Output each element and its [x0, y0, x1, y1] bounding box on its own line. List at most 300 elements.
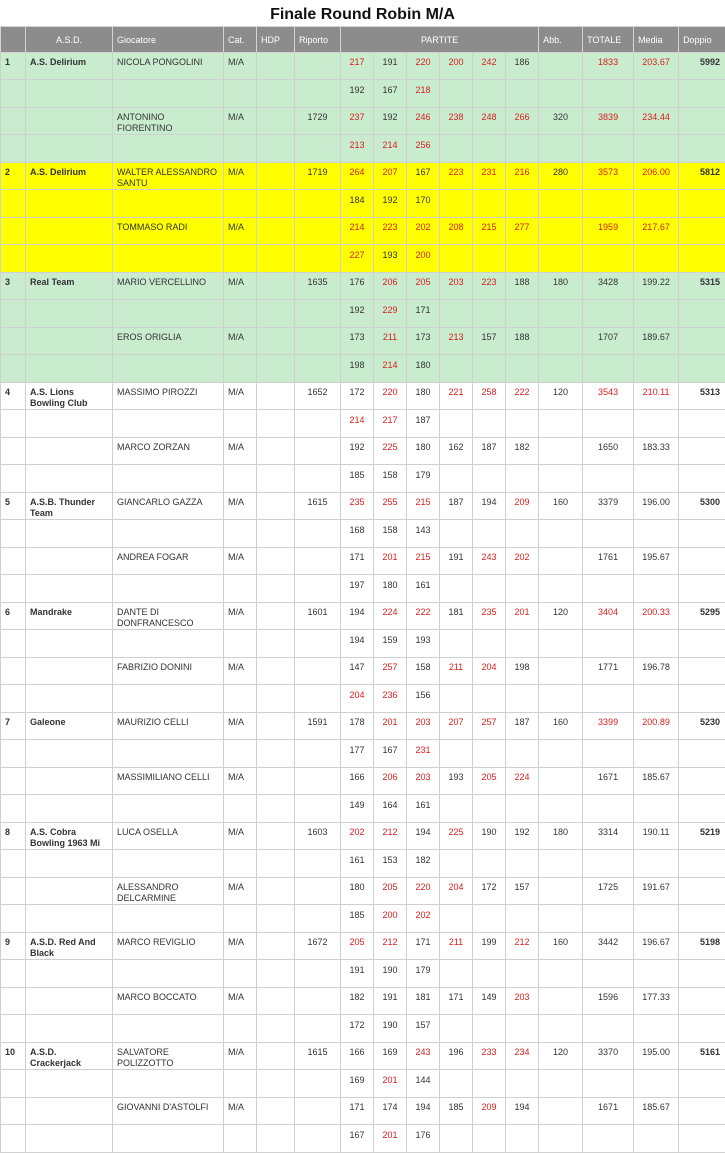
- club-cell: A.S.B. Thunder Team: [26, 493, 113, 520]
- game-score: 149: [473, 988, 506, 1015]
- empty-cell: [506, 520, 539, 548]
- game-score: 215: [473, 218, 506, 245]
- empty-cell: [506, 905, 539, 933]
- table-row: [1, 1043, 725, 1070]
- empty-cell: [224, 960, 257, 988]
- empty-cell: [506, 630, 539, 658]
- average-cell: 195.00: [634, 1043, 679, 1070]
- empty-cell: [634, 905, 679, 933]
- empty-cell: [257, 300, 295, 328]
- empty-cell: [26, 548, 113, 575]
- empty-cell: [1, 878, 26, 905]
- empty-cell: [295, 520, 341, 548]
- game-score: 215: [407, 548, 440, 575]
- empty-cell: [583, 80, 634, 108]
- empty-cell: [257, 520, 295, 548]
- game-score: 205: [407, 273, 440, 300]
- game-score: 206: [374, 273, 407, 300]
- table-row-secondary: [1, 80, 725, 108]
- game-score: 197: [341, 575, 374, 603]
- riporto-cell: [295, 328, 341, 355]
- empty-cell: [26, 218, 113, 245]
- game-score: 187: [473, 438, 506, 465]
- empty-cell: [679, 768, 725, 795]
- table-row: [1, 713, 725, 740]
- table-row-secondary: [1, 850, 725, 878]
- empty-cell: [295, 1125, 341, 1153]
- empty-cell: [634, 740, 679, 768]
- game-score: 198: [341, 355, 374, 383]
- empty-cell: [634, 355, 679, 383]
- empty-cell: [679, 575, 725, 603]
- game-score: 177: [341, 740, 374, 768]
- game-score: 205: [341, 933, 374, 960]
- category-cell: M/A: [224, 988, 257, 1015]
- game-score: 201: [374, 548, 407, 575]
- empty-cell: [440, 300, 473, 328]
- empty-cell: [224, 410, 257, 438]
- game-score: 170: [407, 190, 440, 218]
- game-score: 255: [374, 493, 407, 520]
- rank-cell: 7: [1, 713, 26, 740]
- empty-cell: [1, 465, 26, 493]
- empty-cell: [440, 245, 473, 273]
- doppio-cell: 5812: [679, 163, 725, 190]
- riporto-cell: [295, 878, 341, 905]
- game-score: 153: [374, 850, 407, 878]
- table-row: [1, 548, 725, 575]
- game-score: 224: [506, 768, 539, 795]
- empty-cell: [113, 190, 224, 218]
- total-cell: 1771: [583, 658, 634, 685]
- game-score: 202: [407, 218, 440, 245]
- game-score: 194: [407, 1098, 440, 1125]
- total-cell: 1959: [583, 218, 634, 245]
- total-cell: 3442: [583, 933, 634, 960]
- empty-cell: [1, 548, 26, 575]
- category-cell: M/A: [224, 273, 257, 300]
- game-score: 208: [440, 218, 473, 245]
- header-abb: Abb.: [539, 27, 583, 53]
- riporto-cell: [295, 988, 341, 1015]
- game-score: 201: [374, 1125, 407, 1153]
- header-riporto: Riporto: [295, 27, 341, 53]
- empty-cell: [295, 960, 341, 988]
- game-score: 180: [407, 383, 440, 410]
- riporto-cell: [295, 658, 341, 685]
- empty-cell: [224, 520, 257, 548]
- empty-cell: [473, 80, 506, 108]
- average-cell: 190.11: [634, 823, 679, 850]
- table-row-secondary: [1, 355, 725, 383]
- game-score: 176: [341, 273, 374, 300]
- table-row: [1, 878, 725, 905]
- empty-cell: [506, 465, 539, 493]
- empty-cell: [1, 1098, 26, 1125]
- hdp-cell: [257, 108, 295, 135]
- empty-cell: [113, 410, 224, 438]
- empty-cell: [1, 300, 26, 328]
- game-score: 209: [506, 493, 539, 520]
- abb-cell: [539, 218, 583, 245]
- average-cell: 200.89: [634, 713, 679, 740]
- abb-cell: 180: [539, 273, 583, 300]
- game-score: 222: [407, 603, 440, 630]
- game-score: 191: [374, 988, 407, 1015]
- empty-cell: [634, 685, 679, 713]
- riporto-cell: [295, 438, 341, 465]
- average-cell: 217.67: [634, 218, 679, 245]
- riporto-cell: 1729: [295, 108, 341, 135]
- game-score: 221: [440, 383, 473, 410]
- empty-cell: [26, 1125, 113, 1153]
- hdp-cell: [257, 933, 295, 960]
- empty-cell: [679, 1098, 725, 1125]
- game-score: 198: [506, 658, 539, 685]
- player-name: MARCO REVIGLIO: [113, 933, 224, 960]
- empty-cell: [295, 410, 341, 438]
- empty-cell: [679, 410, 725, 438]
- game-score: 207: [440, 713, 473, 740]
- game-score: 171: [341, 1098, 374, 1125]
- average-cell: 210.11: [634, 383, 679, 410]
- empty-cell: [1, 190, 26, 218]
- empty-cell: [257, 905, 295, 933]
- average-cell: 206.00: [634, 163, 679, 190]
- game-score: 264: [341, 163, 374, 190]
- table-row: [1, 273, 725, 300]
- riporto-cell: [295, 1098, 341, 1125]
- empty-cell: [583, 685, 634, 713]
- empty-cell: [26, 960, 113, 988]
- game-score: 190: [473, 823, 506, 850]
- game-score: 235: [473, 603, 506, 630]
- empty-cell: [473, 245, 506, 273]
- game-score: 231: [473, 163, 506, 190]
- header-doppio: Doppio: [679, 27, 725, 53]
- game-score: 182: [341, 988, 374, 1015]
- empty-cell: [257, 465, 295, 493]
- empty-cell: [583, 300, 634, 328]
- game-score: 179: [407, 465, 440, 493]
- empty-cell: [224, 795, 257, 823]
- empty-cell: [113, 740, 224, 768]
- total-cell: 3543: [583, 383, 634, 410]
- average-cell: 200.33: [634, 603, 679, 630]
- abb-cell: [539, 548, 583, 575]
- empty-cell: [506, 740, 539, 768]
- game-score: 157: [407, 1015, 440, 1043]
- empty-cell: [113, 135, 224, 163]
- club-cell: A.S.D. Red And Black: [26, 933, 113, 960]
- average-cell: 199.22: [634, 273, 679, 300]
- category-cell: M/A: [224, 383, 257, 410]
- game-score: 174: [374, 1098, 407, 1125]
- empty-cell: [26, 795, 113, 823]
- game-score: 207: [374, 163, 407, 190]
- empty-cell: [1, 438, 26, 465]
- empty-cell: [1, 740, 26, 768]
- empty-cell: [113, 80, 224, 108]
- empty-cell: [257, 960, 295, 988]
- club-cell: Galeone: [26, 713, 113, 740]
- rank-cell: 1: [1, 53, 26, 80]
- abb-cell: 160: [539, 493, 583, 520]
- empty-cell: [26, 300, 113, 328]
- abb-cell: [539, 988, 583, 1015]
- abb-cell: 160: [539, 933, 583, 960]
- game-score: 223: [473, 273, 506, 300]
- category-cell: M/A: [224, 768, 257, 795]
- empty-cell: [506, 245, 539, 273]
- empty-cell: [679, 685, 725, 713]
- empty-cell: [295, 630, 341, 658]
- doppio-cell: 5230: [679, 713, 725, 740]
- rank-cell: 2: [1, 163, 26, 190]
- empty-cell: [634, 300, 679, 328]
- game-score: 211: [440, 933, 473, 960]
- empty-cell: [26, 245, 113, 273]
- empty-cell: [1, 410, 26, 438]
- category-cell: M/A: [224, 658, 257, 685]
- empty-cell: [679, 630, 725, 658]
- game-score: 214: [341, 410, 374, 438]
- player-name: TOMMASO RADI: [113, 218, 224, 245]
- empty-cell: [473, 685, 506, 713]
- empty-cell: [224, 740, 257, 768]
- empty-cell: [583, 850, 634, 878]
- empty-cell: [440, 80, 473, 108]
- average-cell: 203.67: [634, 53, 679, 80]
- riporto-cell: 1719: [295, 163, 341, 190]
- empty-cell: [679, 465, 725, 493]
- empty-cell: [679, 1125, 725, 1153]
- game-score: 192: [374, 108, 407, 135]
- abb-cell: 280: [539, 163, 583, 190]
- hdp-cell: [257, 53, 295, 80]
- table-row-secondary: [1, 410, 725, 438]
- game-score: 204: [341, 685, 374, 713]
- game-score: 168: [341, 520, 374, 548]
- riporto-cell: 1603: [295, 823, 341, 850]
- player-name: DANTE DI DONFRANCESCO: [113, 603, 224, 630]
- empty-cell: [295, 685, 341, 713]
- empty-cell: [539, 410, 583, 438]
- empty-cell: [257, 630, 295, 658]
- game-score: 200: [440, 53, 473, 80]
- rank-cell: 5: [1, 493, 26, 520]
- empty-cell: [506, 1015, 539, 1043]
- table-row-secondary: [1, 905, 725, 933]
- empty-cell: [1, 768, 26, 795]
- category-cell: M/A: [224, 933, 257, 960]
- empty-cell: [26, 465, 113, 493]
- empty-cell: [473, 795, 506, 823]
- empty-cell: [679, 300, 725, 328]
- riporto-cell: 1601: [295, 603, 341, 630]
- table-row-secondary: [1, 1015, 725, 1043]
- empty-cell: [539, 465, 583, 493]
- total-cell: 3404: [583, 603, 634, 630]
- game-score: 191: [440, 548, 473, 575]
- empty-cell: [583, 1125, 634, 1153]
- player-name: ANTONINO FIORENTINO: [113, 108, 224, 135]
- game-score: 200: [407, 245, 440, 273]
- empty-cell: [473, 1015, 506, 1043]
- game-score: 184: [341, 190, 374, 218]
- empty-cell: [473, 300, 506, 328]
- empty-cell: [224, 190, 257, 218]
- empty-cell: [506, 575, 539, 603]
- table-row: [1, 988, 725, 1015]
- empty-cell: [583, 245, 634, 273]
- total-cell: 1833: [583, 53, 634, 80]
- empty-cell: [473, 410, 506, 438]
- game-score: 201: [374, 1070, 407, 1098]
- game-score: 222: [506, 383, 539, 410]
- player-name: MARCO BOCCATO: [113, 988, 224, 1015]
- empty-cell: [679, 905, 725, 933]
- empty-cell: [440, 1125, 473, 1153]
- club-cell: A.S. Lions Bowling Club: [26, 383, 113, 410]
- club-cell: Mandrake: [26, 603, 113, 630]
- game-score: 202: [407, 905, 440, 933]
- game-score: 191: [341, 960, 374, 988]
- game-score: 201: [506, 603, 539, 630]
- riporto-cell: [295, 53, 341, 80]
- game-score: 214: [374, 135, 407, 163]
- empty-cell: [26, 630, 113, 658]
- category-cell: M/A: [224, 878, 257, 905]
- hdp-cell: [257, 1098, 295, 1125]
- category-cell: M/A: [224, 548, 257, 575]
- empty-cell: [539, 685, 583, 713]
- empty-cell: [295, 905, 341, 933]
- game-score: 158: [374, 520, 407, 548]
- empty-cell: [440, 960, 473, 988]
- game-score: 157: [473, 328, 506, 355]
- total-cell: 3379: [583, 493, 634, 520]
- empty-cell: [257, 850, 295, 878]
- game-score: 238: [440, 108, 473, 135]
- empty-cell: [634, 410, 679, 438]
- total-cell: 3839: [583, 108, 634, 135]
- empty-cell: [113, 520, 224, 548]
- game-score: 171: [407, 933, 440, 960]
- game-score: 193: [374, 245, 407, 273]
- table-row-secondary: [1, 1070, 725, 1098]
- empty-cell: [440, 905, 473, 933]
- empty-cell: [224, 1070, 257, 1098]
- empty-cell: [473, 355, 506, 383]
- empty-cell: [539, 575, 583, 603]
- empty-cell: [634, 135, 679, 163]
- total-cell: 3428: [583, 273, 634, 300]
- game-score: 171: [341, 548, 374, 575]
- player-name: SALVATORE POLIZZOTTO: [113, 1043, 224, 1070]
- average-cell: 183.33: [634, 438, 679, 465]
- empty-cell: [257, 685, 295, 713]
- category-cell: M/A: [224, 163, 257, 190]
- empty-cell: [440, 740, 473, 768]
- empty-cell: [26, 1015, 113, 1043]
- empty-cell: [679, 740, 725, 768]
- empty-cell: [506, 190, 539, 218]
- hdp-cell: [257, 1043, 295, 1070]
- table-row-secondary: [1, 630, 725, 658]
- table-row: [1, 218, 725, 245]
- empty-cell: [583, 410, 634, 438]
- game-score: 243: [407, 1043, 440, 1070]
- abb-cell: 320: [539, 108, 583, 135]
- empty-cell: [257, 795, 295, 823]
- empty-cell: [539, 135, 583, 163]
- game-score: 235: [341, 493, 374, 520]
- game-score: 158: [407, 658, 440, 685]
- table-row: [1, 108, 725, 135]
- game-score: 202: [506, 548, 539, 575]
- empty-cell: [26, 135, 113, 163]
- empty-cell: [679, 108, 725, 135]
- game-score: 147: [341, 658, 374, 685]
- game-score: 199: [473, 933, 506, 960]
- rank-cell: 9: [1, 933, 26, 960]
- game-score: 161: [407, 575, 440, 603]
- club-cell: A.S.D. Crackerjack: [26, 1043, 113, 1070]
- table-row-secondary: [1, 135, 725, 163]
- empty-cell: [257, 740, 295, 768]
- game-score: 172: [473, 878, 506, 905]
- empty-cell: [295, 355, 341, 383]
- game-score: 190: [374, 1015, 407, 1043]
- empty-cell: [506, 1070, 539, 1098]
- hdp-cell: [257, 218, 295, 245]
- empty-cell: [473, 190, 506, 218]
- empty-cell: [539, 850, 583, 878]
- empty-cell: [257, 245, 295, 273]
- rank-cell: 6: [1, 603, 26, 630]
- game-score: 191: [374, 53, 407, 80]
- game-score: 169: [374, 1043, 407, 1070]
- club-cell: Real Team: [26, 273, 113, 300]
- category-cell: M/A: [224, 713, 257, 740]
- game-score: 194: [407, 823, 440, 850]
- game-score: 181: [407, 988, 440, 1015]
- game-score: 214: [341, 218, 374, 245]
- player-name: LUCA OSELLA: [113, 823, 224, 850]
- player-name: EROS ORIGLIA: [113, 328, 224, 355]
- table-row-secondary: [1, 245, 725, 273]
- hdp-cell: [257, 383, 295, 410]
- hdp-cell: [257, 768, 295, 795]
- empty-cell: [583, 795, 634, 823]
- empty-cell: [1, 575, 26, 603]
- abb-cell: [539, 658, 583, 685]
- game-score: 182: [407, 850, 440, 878]
- empty-cell: [26, 768, 113, 795]
- game-score: 182: [506, 438, 539, 465]
- header-hdp: HDP: [257, 27, 295, 53]
- player-name: MASSIMO PIROZZI: [113, 383, 224, 410]
- empty-cell: [26, 190, 113, 218]
- empty-cell: [257, 1125, 295, 1153]
- empty-cell: [257, 410, 295, 438]
- empty-cell: [506, 300, 539, 328]
- header-pos: [1, 27, 26, 53]
- empty-cell: [113, 465, 224, 493]
- category-cell: M/A: [224, 823, 257, 850]
- category-cell: M/A: [224, 328, 257, 355]
